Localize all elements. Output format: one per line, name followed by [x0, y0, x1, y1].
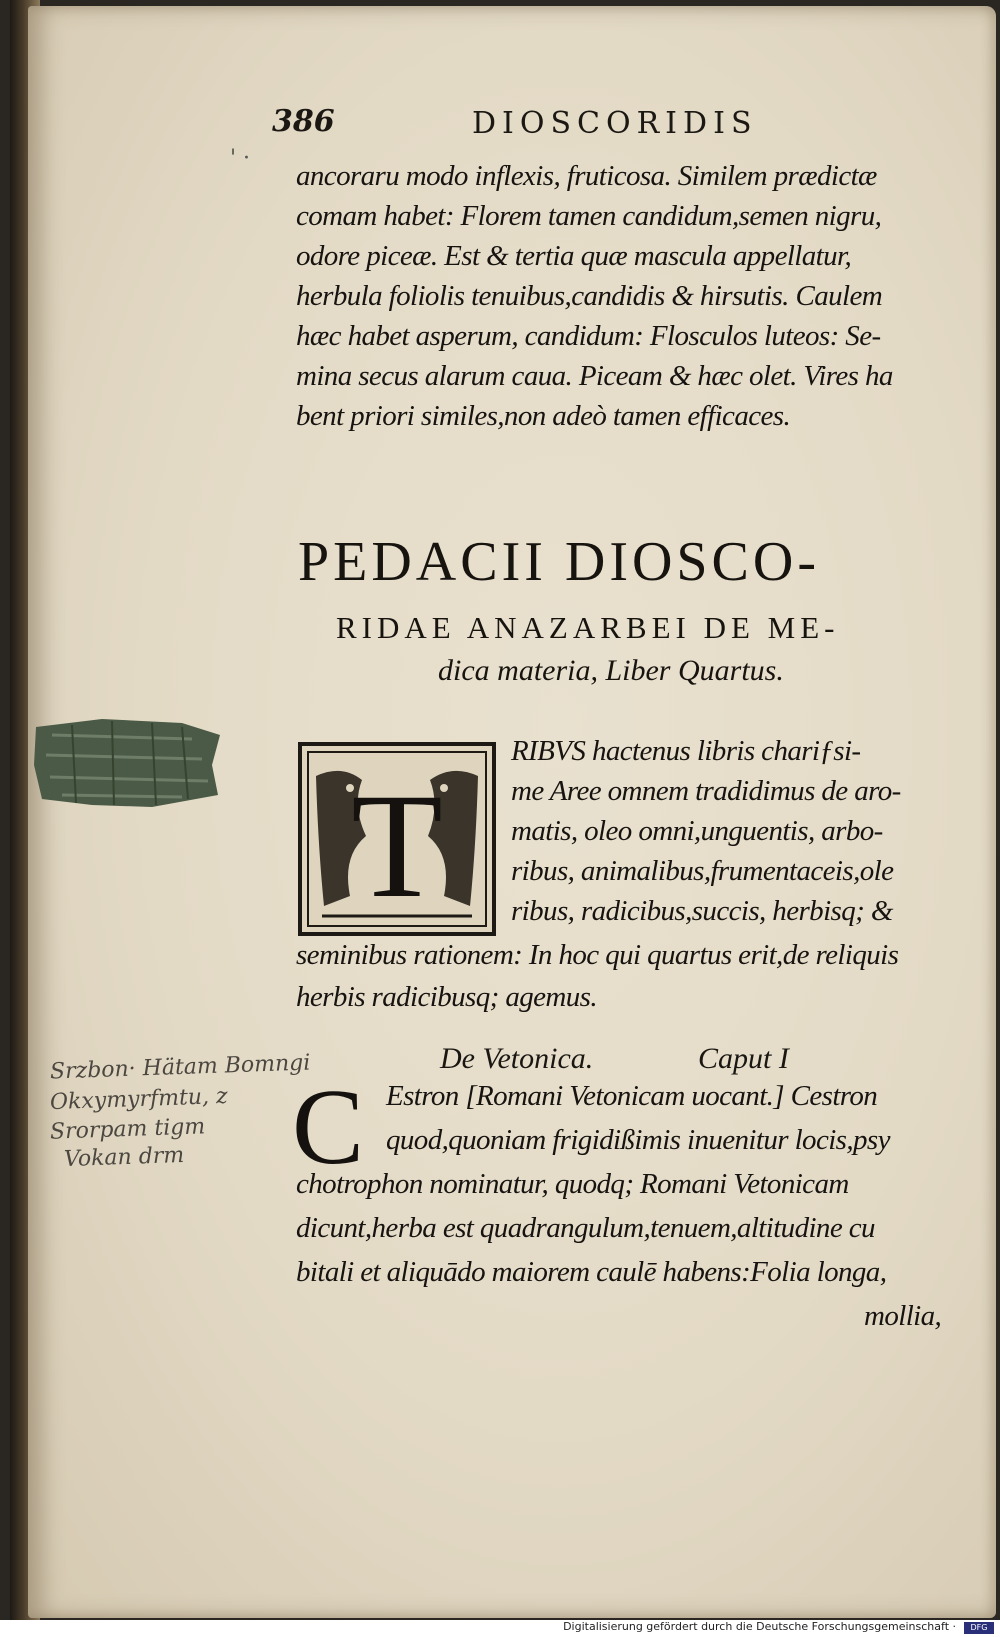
cloth-tab-image	[32, 715, 222, 810]
text-line: mollia,	[864, 1300, 942, 1332]
chapter-text	[296, 1080, 976, 1350]
handwritten-line: Srzbon· Hätam Bomngi	[49, 1050, 311, 1085]
running-head: DIOSCORIDIS	[472, 106, 758, 141]
text-line: chotrophon nominatur, quodq; Romani Vetonicam	[296, 1168, 849, 1200]
chapter-number: Caput I	[698, 1042, 789, 1075]
text-line: me Aree omnem tradidimus de aro-	[511, 775, 901, 807]
text-line: hæc habet asperum, candidum: Flosculos luteos: Se-	[296, 320, 881, 352]
text-line: dicunt,herba est quadrangulum,tenuem,altitudine cu	[296, 1212, 875, 1244]
text-line: ribus, animalibus,frumentaceis,ole	[511, 855, 894, 887]
page-number: 386	[272, 104, 335, 139]
text-line: ancoraru modo inflexis, fruticosa. Similem prædictæ	[296, 160, 877, 192]
initial-letter: T	[351, 763, 443, 929]
digitization-credit: Digitalisierung gefördert durch die Deutsche Forschungsgemeinschaft ·	[563, 1620, 956, 1633]
text-line: ribus, radicibus,succis, herbisq; &	[511, 895, 893, 927]
text-line: matis, oleo omni,unguentis, arbo-	[511, 815, 883, 847]
text-line: bent priori similes,non adeò tamen efficaces.	[296, 400, 791, 432]
intro-text	[296, 735, 976, 1035]
text-line: mina secus alarum caua. Piceam & hæc olet. Vires ha	[296, 360, 893, 392]
dfg-logo-icon: DFG	[964, 1622, 994, 1634]
chapter-title: De Vetonica.	[440, 1042, 594, 1075]
handwritten-line: Vokan drm	[63, 1142, 185, 1173]
book-title-line-2: RIDAE ANAZARBEI DE ME-	[336, 610, 840, 645]
text-line: herbis radicibusq; agemus.	[296, 981, 597, 1013]
page-header	[272, 100, 872, 146]
book-title-line-3: dica materia, Liber Quartus.	[438, 654, 784, 687]
text-line: odore piceæ. Est & tertia quæ mascula appellatur,	[296, 240, 852, 272]
footer-strip	[0, 1620, 1000, 1637]
text-line: herbula foliolis tenuibus,candidis & hirsutis. Caulem	[296, 280, 883, 312]
text-line: Estron [Romani Vetonicam uocant.] Cestron	[386, 1080, 878, 1112]
chapter-initial-letter: C	[292, 1068, 365, 1187]
book-title-line-1: PEDACII DIOSCO-	[298, 531, 820, 593]
handwritten-line: Srorpam tigm	[49, 1114, 206, 1145]
handwritten-line: Okxymyrfmtu, z	[49, 1083, 228, 1116]
text-line: quod,quoniam frigidißimis inuenitur locis,psy	[386, 1124, 890, 1156]
previous-section-text	[296, 160, 956, 460]
stray-marks: ' ·	[230, 146, 251, 171]
chapter-heading	[440, 1042, 840, 1082]
text-line: bitali et aliquādo maiorem caulē habens:Folia longa,	[296, 1256, 887, 1288]
text-line: comam habet: Florem tamen candidum,semen nigru,	[296, 200, 882, 232]
text-line: seminibus rationem: In hoc qui quartus erit,de reliquis	[296, 939, 899, 971]
text-line: RIBVS hactenus libris chariƒsi-	[511, 735, 861, 767]
